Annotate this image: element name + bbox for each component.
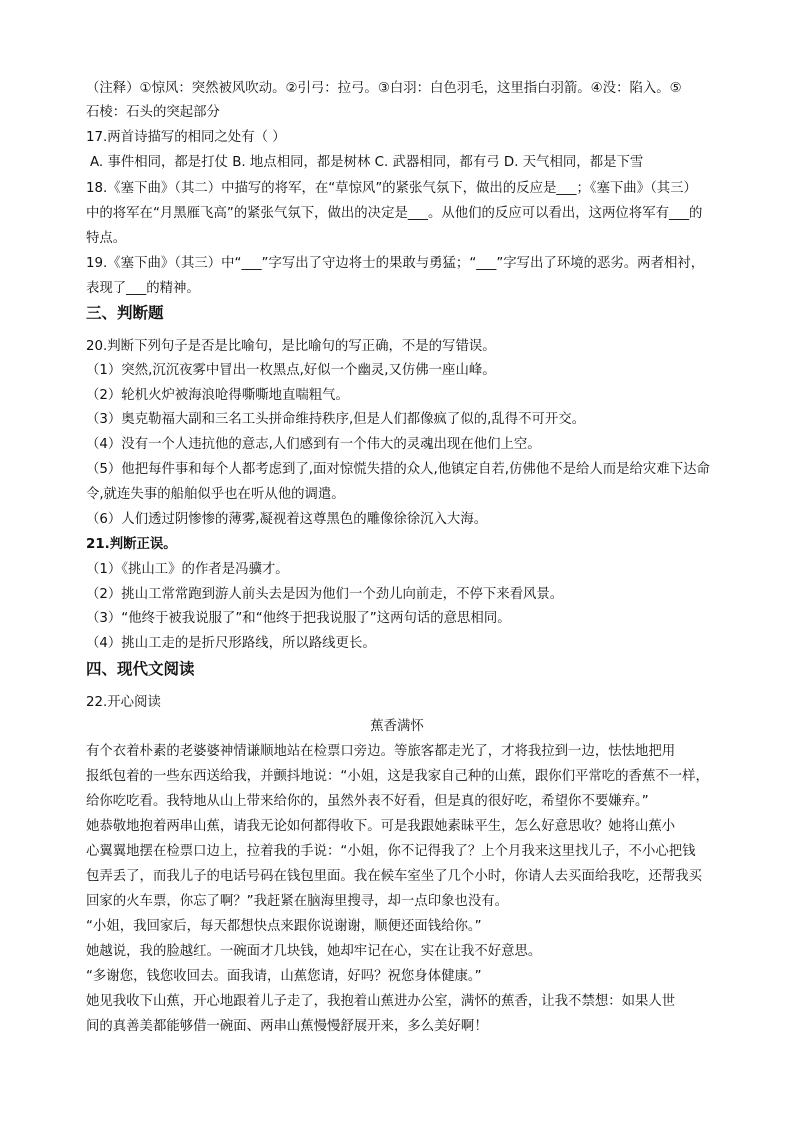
q19-line-1: 19.《塞下曲》（其三）中“___”字写出了守边将士的果敢与勇猛；“___”字写出了环境的恶劣。两者相衬， xyxy=(86,256,705,271)
passage-line-5: 心翼翼地摆在检票口边上，拉着我的手说：“小姐，你不记得我了？上个月我来这里找儿子，不小心把钱 xyxy=(86,844,696,859)
passage-line-4: 她恭敬地抱着两串山蕉，请我无论如何都得收下。可是我跟她素昧平生，怎么好意思收？她将山蕉小 xyxy=(86,819,676,834)
passage-line-11: 她见我收下山蕉，开心地跟着儿子走了，我抱着山蕉进办公室，满怀的蕉香，让我不禁想：如果人世 xyxy=(86,994,676,1009)
q20-item-4: （4）没有一个人违抗他的意志,人们感到有一个伟大的灵魂出现在他们上空。 xyxy=(86,437,541,452)
q20-item-5: （5）他把每件事和每个人都考虑到了,面对惊慌失措的众人,他镇定自若,仿佛他不是给人而是给灾难下达命 xyxy=(86,462,710,477)
q17-options: A. 事件相同，都是打仗 B. 地点相同，都是树林 C. 武器相同，都有弓 D. 天气相同，都是下雪 xyxy=(90,155,644,170)
q18-line-1: 18.《塞下曲》（其二）中描写的将军，在“草惊风”的紧张气氛下，做出的反应是___；《塞下曲》（其三） xyxy=(86,181,697,196)
q20-item-1: （1）突然,沉沉夜雾中冒出一枚黑点,好似一个幽灵,又仿佛一座山峰。 xyxy=(86,363,496,378)
q21-item-3: （3）“他终于被我说服了”和“他终于把我说服了”这两句话的意思相同。 xyxy=(86,611,511,626)
q20-item-5-cont: 令,就连失事的船舶似乎也在听从他的调遣。 xyxy=(86,487,345,502)
notes-line-2: 石棱：石头的突起部分 xyxy=(86,105,220,120)
passage-line-1: 有个衣着朴素的老婆婆神情谦顺地站在检票口旁边。等旅客都走光了，才将我拉到一边，怯怯地把用 xyxy=(86,744,676,759)
q20-item-2: （2）轮机火炉被海浪呛得嘶嘶地直喘粗气。 xyxy=(86,388,349,403)
q17-stem: 17.两首诗描写的相同之处有（ ） xyxy=(86,130,286,145)
passage-line-10: “多谢您，钱您收回去。面我请，山蕉您请，好吗？祝您身体健康。” xyxy=(86,969,482,984)
passage-line-3: 给你吃吃看。我特地从山上带来给你的，虽然外表不好看，但是真的很好吃，希望你不要嫌弃。” xyxy=(86,794,649,809)
q21-item-1: （1）《挑山工》的作者是冯骥才。 xyxy=(86,562,289,577)
q20-item-3: （3）奥克勒福大副和三名工头拼命维持秩序,但是人们都像疯了似的,乱得不可开交。 xyxy=(86,412,586,427)
section-3-heading: 三、判断题 xyxy=(86,304,164,322)
passage-line-9: 她越说，我的脸越红。一碗面才几块钱，她却牢记在心，实在让我不好意思。 xyxy=(86,944,542,959)
q21-item-4: （4）挑山工走的是折尺形路线，所以路线更长。 xyxy=(86,636,376,651)
q18-line-3: 特点。 xyxy=(86,231,127,246)
passage-line-12: 间的真善美都能够借一碗面、两串山蕉慢慢舒展开来，多么美好啊！ xyxy=(86,1019,488,1034)
q20-stem: 20.判断下列句子是否是比喻句，是比喻句的写正确，不是的写错误。 xyxy=(86,339,496,354)
notes-line-1: （注释）①惊风：突然被风吹动。②引弓：拉弓。③白羽：白色羽毛，这里指白羽箭。④没：陷入。⑤ xyxy=(86,81,682,96)
passage-line-8: “小姐，我回家后，每天都想快点来跟你说谢谢，顺便还面钱给你。” xyxy=(86,919,482,934)
q21-stem: 21.判断正误。 xyxy=(86,537,177,552)
passage-line-2: 报纸包着的一些东西送给我，并颤抖地说：“小姐，这是我家自己种的山蕉，跟你们平常吃的香蕉不一样， xyxy=(86,769,709,784)
q22-stem: 22.开心阅读 xyxy=(86,695,161,710)
passage-title: 蕉香满怀 xyxy=(370,719,424,734)
q18-line-2: 中的将军在“月黑雁飞高”的紧张气氛下，做出的决定是___。从他们的反应可以看出，这两位将军有___的 xyxy=(86,206,703,221)
passage-line-6: 包弄丢了，而我儿子的电话号码在钱包里面。我在候车室坐了几个小时，你请人去买面给我吃，还帮我买 xyxy=(86,869,702,884)
q21-item-2: （2）挑山工常常跑到游人前头去是因为他们一个劲儿向前走，不停下来看风景。 xyxy=(86,587,564,602)
q20-item-6: （6）人们透过阴惨惨的薄雾,凝视着这尊黑色的雕像徐徐沉入大海。 xyxy=(86,512,488,527)
passage-line-7: 回家的火车票，你忘了啊？”我赶紧在脑海里搜寻，却一点印象也没有。 xyxy=(86,894,509,909)
section-4-heading: 四、现代文阅读 xyxy=(86,660,195,678)
q19-line-2: 表现了___的精神。 xyxy=(86,281,200,296)
